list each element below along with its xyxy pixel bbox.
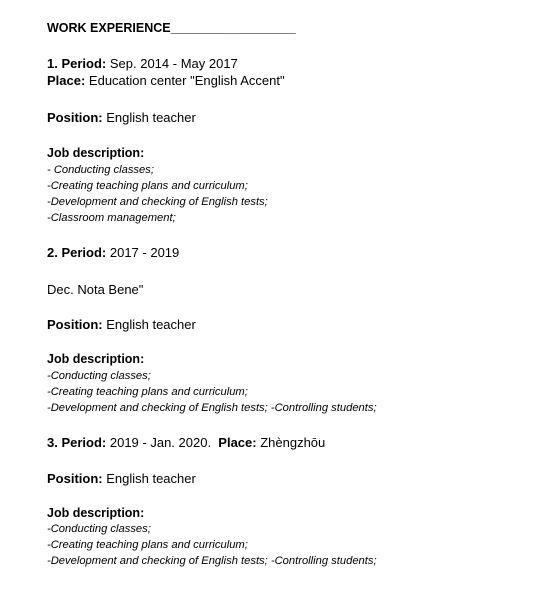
job1-place-value: Education center "English Accent" <box>85 73 285 88</box>
job2-position-value: English teacher <box>102 317 196 332</box>
job3-desc-item: -Conducting classes; <box>47 523 151 535</box>
job2-desc-label: Job description: <box>47 352 145 366</box>
job3-desc-label: Job description: <box>47 506 145 520</box>
job1-place-label: Place: <box>47 73 86 88</box>
job1-desc-item: -Classroom management; <box>47 212 176 224</box>
job2-desc-item: -Creating teaching plans and curriculum; <box>47 386 248 398</box>
job3-period-value: 2019 - Jan. 2020. <box>106 435 212 450</box>
job2-position <box>47 317 196 333</box>
job3-period-label: 3. Period: <box>47 435 107 450</box>
job2-position-label: Position: <box>47 317 103 332</box>
job3-position-value: English teacher <box>102 471 196 486</box>
job1-desc-label: Job description: <box>47 146 145 160</box>
job2-place: Dec. Nota Bene" <box>47 282 144 297</box>
job2-period <box>47 245 179 261</box>
job2-desc-item: -Development and checking of English tests; -Controlling students; <box>47 402 377 414</box>
job1-desc-item: -Development and checking of English tests; <box>47 196 268 208</box>
job3-desc-item: -Creating teaching plans and curriculum; <box>47 539 248 551</box>
section-heading: WORK EXPERIENCE__________________ <box>47 21 296 35</box>
job1-period-value: Sep. 2014 - May 2017 <box>106 56 238 71</box>
job3-desc-item: -Development and checking of English tests; -Controlling students; <box>47 555 377 567</box>
job1-place <box>47 73 285 89</box>
job1-desc-item: -Creating teaching plans and curriculum; <box>47 180 248 192</box>
job1-position-label: Position: <box>47 110 103 125</box>
job3-period-place <box>47 435 325 451</box>
job2-desc-item: -Conducting classes; <box>47 370 151 382</box>
job3-place-label: Place: <box>218 435 257 450</box>
job1-position <box>47 110 196 126</box>
job2-period-label: 2. Period: <box>47 245 107 260</box>
job1-desc-item: - Conducting classes; <box>47 164 154 176</box>
job2-period-value: 2017 - 2019 <box>106 245 180 260</box>
job1-position-value: English teacher <box>102 110 196 125</box>
job3-place-value: Zhèngzhōu <box>256 435 326 450</box>
job1-period <box>47 56 238 72</box>
job3-position <box>47 471 196 487</box>
job1-period-label: 1. Period: <box>47 56 107 71</box>
job3-position-label: Position: <box>47 471 103 486</box>
